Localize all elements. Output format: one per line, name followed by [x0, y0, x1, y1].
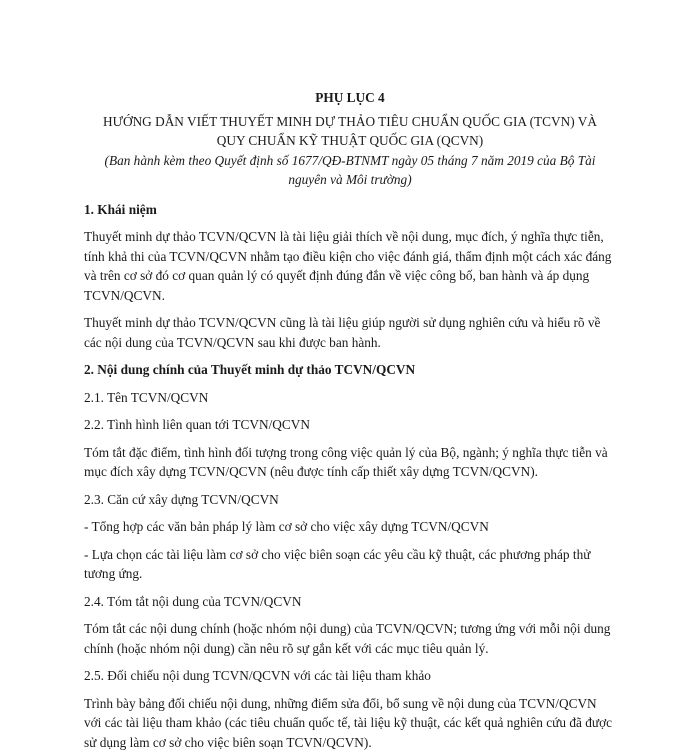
- paragraph: Thuyết minh dự thảo TCVN/QCVN cũng là tài liệu giúp người sử dụng nghiên cứu và hiểu rõ về các nội dung của TCVN/QCVN sau khi được ban hành.: [84, 313, 616, 352]
- subsection-heading: 2.2. Tình hình liên quan tới TCVN/QCVN: [84, 415, 616, 435]
- document-subtitle: [84, 151, 616, 190]
- subsection-heading: 2.4. Tóm tắt nội dung của TCVN/QCVN: [84, 592, 616, 612]
- subtitle-line: nguyên và Môi trường): [84, 170, 616, 190]
- subsection-heading: 2.5. Đối chiếu nội dung TCVN/QCVN với các tài liệu tham khảo: [84, 666, 616, 686]
- paragraph: Thuyết minh dự thảo TCVN/QCVN là tài liệu giải thích về nội dung, mục đích, ý nghĩa thực tiễn, tính khả thi của TCVN/QCVN nhằm tạo điều kiện cho việc đánh giá, thẩm định một cách xác đáng và trên cơ sở đó cơ quan quản lý có quyết định đúng đắn về việc công bố, ban hành và áp dụng TCVN/QCVN.: [84, 227, 616, 305]
- appendix-label: PHỤ LỤC 4: [84, 88, 616, 108]
- list-item: - Lựa chọn các tài liệu làm cơ sở cho việc biên soạn các yêu cầu kỹ thuật, các phương pháp thử tương ứng.: [84, 545, 616, 584]
- title-line: HƯỚNG DẪN VIẾT THUYẾT MINH DỰ THẢO TIÊU CHUẨN QUỐC GIA (TCVN) VÀ: [84, 112, 616, 132]
- paragraph: Tóm tắt các nội dung chính (hoặc nhóm nội dung) của TCVN/QCVN; tương ứng với mỗi nội dung chính (hoặc nhóm nội dung) cần nêu rõ sự gắn kết với các mục tiêu quản lý.: [84, 619, 616, 658]
- subtitle-line: (Ban hành kèm theo Quyết định số 1677/QĐ-BTNMT ngày 05 tháng 7 năm 2019 của Bộ Tài: [84, 151, 616, 171]
- paragraph: Trình bày bảng đối chiếu nội dung, những điểm sửa đổi, bổ sung về nội dung của TCVN/QCVN với các tài liệu tham khảo (các tiêu chuẩn quốc tế, tài liệu kỹ thuật, các kết quả nghiên cứu đã được sử dụng làm cơ sở cho việc biên soạn TCVN/QCVN).: [84, 694, 616, 752]
- document-title: [84, 112, 616, 151]
- section-heading: 2. Nội dung chính của Thuyết minh dự thảo TCVN/QCVN: [84, 360, 616, 380]
- section-heading: 1. Khái niệm: [84, 200, 616, 220]
- paragraph: Tóm tắt đặc điểm, tình hình đối tượng trong công việc quản lý của Bộ, ngành; ý nghĩa thực tiễn và mục đích xây dựng TCVN/QCVN (nêu được tính cấp thiết xây dựng TCVN/QCVN).: [84, 443, 616, 482]
- subsection-heading: 2.1. Tên TCVN/QCVN: [84, 388, 616, 408]
- list-item: - Tổng hợp các văn bản pháp lý làm cơ sở cho việc xây dựng TCVN/QCVN: [84, 517, 616, 537]
- title-line: QUY CHUẨN KỸ THUẬT QUỐC GIA (QCVN): [84, 131, 616, 151]
- subsection-heading: 2.3. Căn cứ xây dựng TCVN/QCVN: [84, 490, 616, 510]
